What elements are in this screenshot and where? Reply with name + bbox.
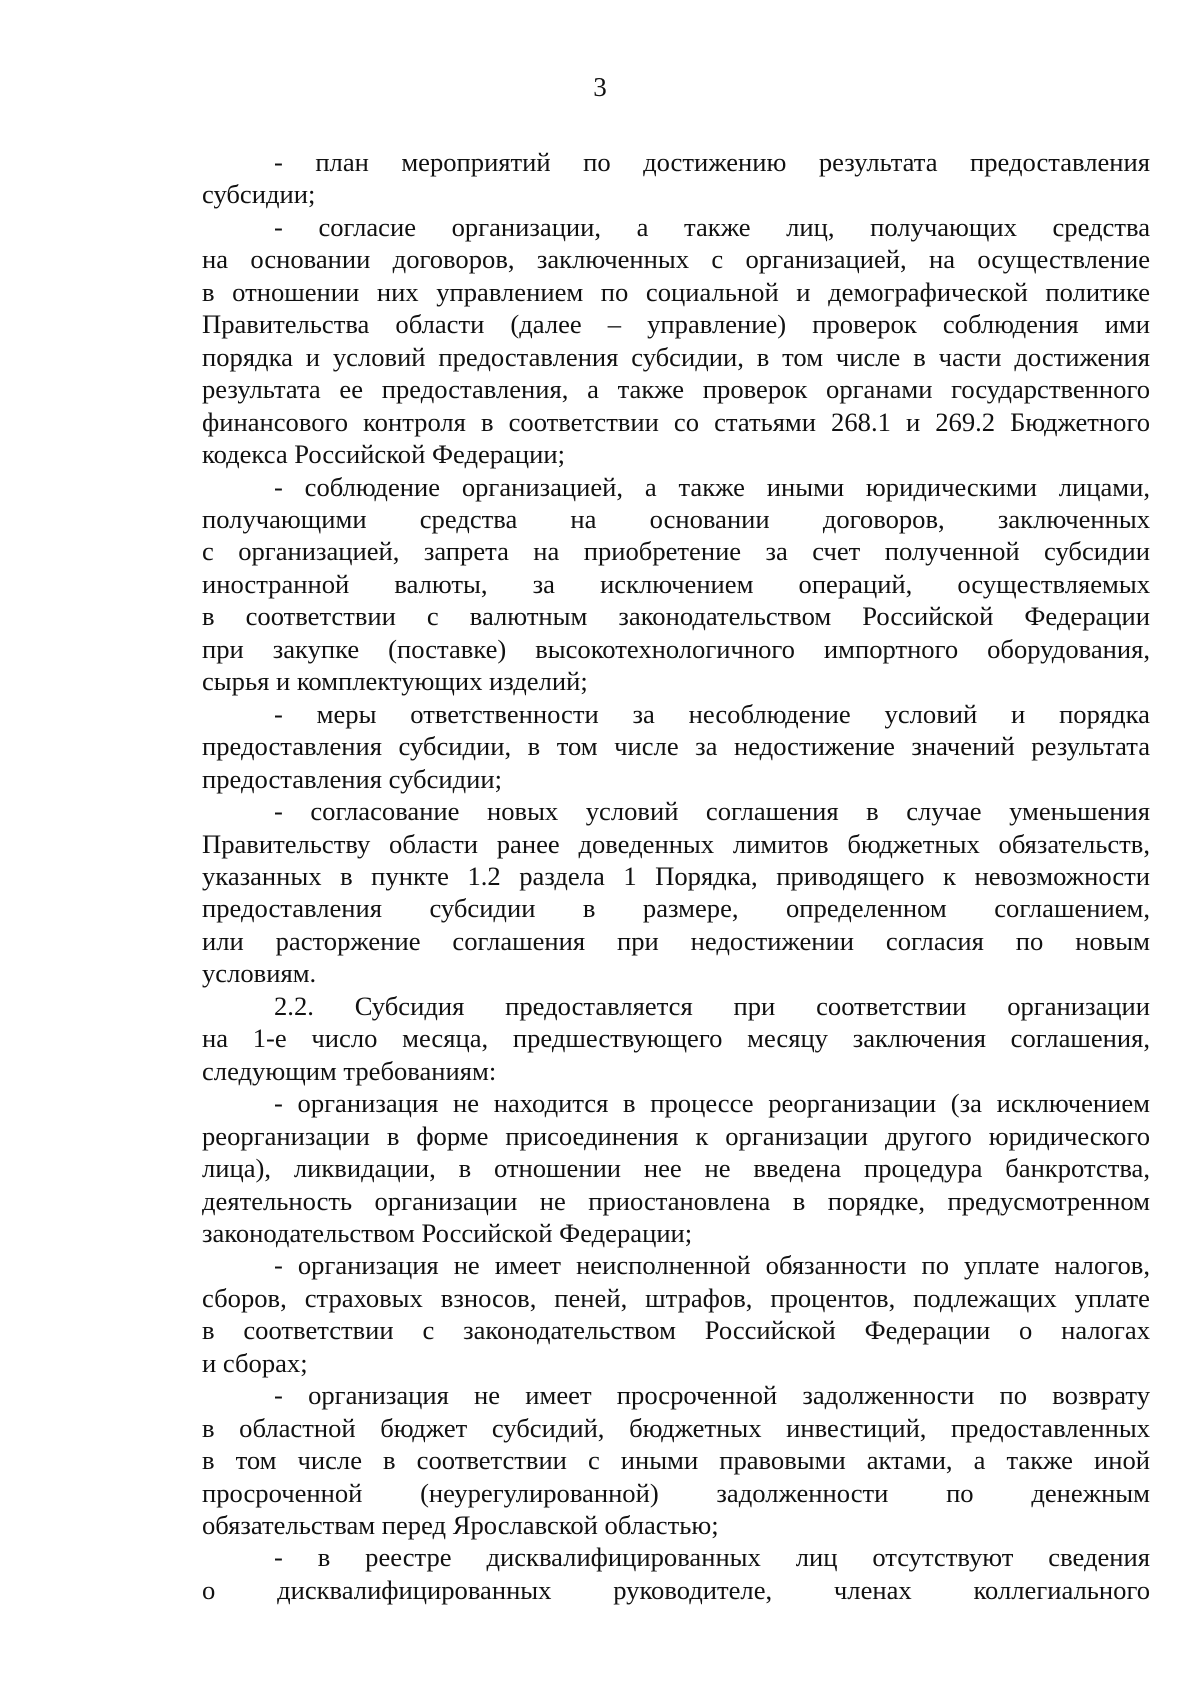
text-line: субсидии; — [202, 179, 316, 210]
text-line: сырья и комплектующих изделий; — [202, 666, 588, 697]
text-line: в том числе в соответствии с иными правовыми актами, а также иной — [202, 1445, 1150, 1476]
text-line: обязательствам перед Ярославской областью; — [202, 1510, 719, 1541]
text-line: законодательством Российской Федерации; — [202, 1217, 693, 1248]
text-line: сборов, страховых взносов, пеней, штрафов, процентов, подлежащих уплате — [202, 1282, 1150, 1313]
text-line: - меры ответственности за несоблюдение условий и порядка — [274, 698, 1150, 729]
text-line: иностранной валюты, за исключением операций, осуществляемых — [202, 568, 1150, 599]
text-line: в соответствии с законодательством Российской Федерации о налогах — [202, 1315, 1150, 1346]
text-line: - согласие организации, а также лиц, получающих средства — [274, 211, 1150, 242]
text-line: - организация не находится в процессе реорганизации (за исключением — [274, 1088, 1150, 1119]
text-line: деятельность организации не приостановлена в порядке, предусмотренном — [202, 1185, 1150, 1216]
document-body — [202, 146, 1150, 1606]
text-line: - соблюдение организацией, а также иными юридическими лицами, — [274, 471, 1150, 502]
page-number: 3 — [593, 72, 607, 102]
text-line: в соответствии с валютным законодательством Российской Федерации — [202, 601, 1150, 632]
text-line: - организация не имеет неисполненной обязанности по уплате налогов, — [274, 1250, 1150, 1281]
text-line: финансового контроля в соответствии со статьями 268.1 и 269.2 Бюджетного — [202, 406, 1150, 437]
text-line: Правительства области (далее – управление) проверок соблюдения ими — [202, 309, 1150, 340]
text-line: в областной бюджет субсидий, бюджетных инвестиций, предоставленных — [202, 1412, 1150, 1443]
text-line: в отношении них управлением по социальной и демографической политике — [202, 276, 1150, 307]
text-line: с организацией, запрета на приобретение за счет полученной субсидии — [202, 536, 1150, 567]
text-line: и сборах; — [202, 1347, 308, 1378]
text-line: - согласование новых условий соглашения в случае уменьшения — [274, 796, 1150, 827]
text-line: получающими средства на основании договоров, заключенных — [202, 503, 1150, 534]
text-line: указанных в пункте 1.2 раздела 1 Порядка, приводящего к невозможности — [202, 860, 1150, 891]
text-line: 2.2. Субсидия предоставляется при соответствии организации — [274, 990, 1150, 1021]
text-line: - организация не имеет просроченной задолженности по возврату — [274, 1380, 1150, 1411]
text-line: или расторжение соглашения при недостижении согласия по новым — [202, 925, 1150, 956]
text-line: следующим требованиям: — [202, 1055, 497, 1086]
text-line: результата ее предоставления, а также проверок органами государственного — [202, 374, 1150, 405]
text-line: о дисквалифицированных руководителе, членах коллегиального — [202, 1574, 1150, 1605]
text-line: просроченной (неурегулированной) задолженности по денежным — [202, 1477, 1150, 1508]
text-line: порядка и условий предоставления субсидии, в том числе в части достижения — [202, 341, 1150, 372]
text-line: условиям. — [202, 958, 317, 989]
text-line: лица), ликвидации, в отношении нее не введена процедура банкротства, — [202, 1153, 1150, 1184]
text-line: предоставления субсидии; — [202, 763, 502, 794]
text-line: кодекса Российской Федерации; — [202, 439, 565, 470]
text-line: Правительству области ранее доведенных лимитов бюджетных обязательств, — [202, 828, 1150, 859]
text-line: - в реестре дисквалифицированных лиц отсутствуют сведения — [274, 1542, 1150, 1573]
text-line: - план мероприятий по достижению результата предоставления — [274, 147, 1150, 177]
text-line: при закупке (поставке) высокотехнологичного импортного оборудования, — [202, 633, 1150, 664]
text-line: на основании договоров, заключенных с организацией, на осуществление — [202, 244, 1150, 275]
text-line: реорганизации в форме присоединения к организации другого юридического — [202, 1120, 1150, 1151]
text-line: предоставления субсидии, в том числе за недостижение значений результата — [202, 731, 1150, 762]
text-line: предоставления субсидии в размере, определенном соглашением, — [202, 893, 1150, 924]
text-line: на 1-е число месяца, предшествующего месяцу заключения соглашения, — [202, 1023, 1150, 1054]
